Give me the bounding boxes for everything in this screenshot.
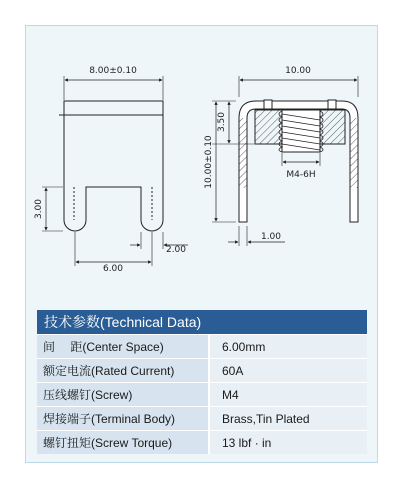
slot-width-label: 2.00	[165, 245, 187, 255]
front-width-label: 8.00±0.10	[89, 66, 137, 76]
table-row	[37, 407, 367, 431]
table-row	[37, 431, 367, 455]
spec-label: 额定电流(Rated Current)	[37, 359, 209, 383]
spec-table-header-row	[37, 310, 367, 335]
table-row	[37, 383, 367, 407]
thickness-label: 1.00	[260, 232, 282, 242]
table-row	[37, 335, 367, 359]
upper-height-label: 3.50	[217, 111, 227, 133]
spec-label: 压线螺钉(Screw)	[37, 383, 209, 407]
spec-value: 6.00mm	[209, 335, 367, 359]
spec-value: M4	[209, 383, 367, 407]
section-width-label: 10.00	[285, 66, 311, 76]
table-row	[37, 359, 367, 383]
tab-height-label: 3.00	[34, 198, 44, 220]
spec-label: 间 距(Center Space)	[37, 335, 209, 359]
pitch-label: 6.00	[102, 264, 124, 274]
spec-table-title: 技术参数(Technical Data)	[37, 310, 367, 335]
spec-table	[37, 310, 367, 454]
spec-value: Brass,Tin Plated	[209, 407, 367, 431]
spec-value: 13 lbf · in	[209, 431, 367, 455]
spec-value: 60A	[209, 359, 367, 383]
section-view	[212, 76, 358, 246]
spec-label: 螺钉扭矩(Screw Torque)	[37, 431, 209, 455]
thread-label: M4-6H	[286, 170, 316, 180]
total-height-label: 10.00±0.10	[204, 135, 214, 189]
front-view	[42, 76, 188, 266]
spec-label: 焊接端子(Terminal Body)	[37, 407, 209, 431]
